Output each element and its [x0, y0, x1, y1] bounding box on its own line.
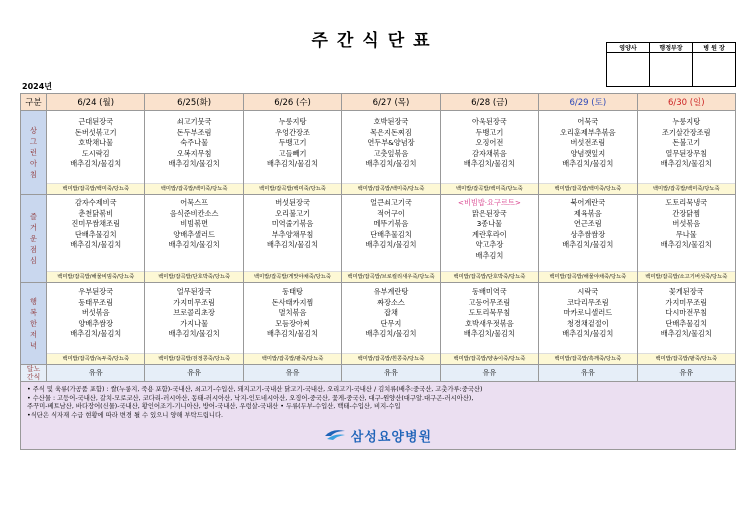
origin-line: • 주식 및 육류(가공품 포함) : 쌀(누룽지, 죽용 포함)-국내산, 쇠고기-수입산, 돼지고기-국내산 닭고기-국내산, 오리고기-국내산 / 김치류(배추:중국산, 고춧가루:중국산): [27, 386, 483, 393]
menu-item: 돈두부조림: [176, 127, 212, 137]
menu-items: [145, 195, 242, 271]
menu-item: 고춧잎볶음: [373, 148, 409, 158]
rice-porridge-note: 백미밥/잡곡밥/백미죽/당뇨죽: [47, 183, 144, 194]
menu-item: 다시마전무침: [665, 308, 708, 317]
menu-item: 아욱된장국: [472, 117, 507, 126]
menu-item: 고등어무조림: [468, 297, 511, 307]
origin-line: • 수산물 : 고등어-국내산, 갈치-모로코산, 코다리-러시아산, 동태-러시아산, 낙지-인도네시아산, 오징어-중국산, 꽃게-중국산, 대구-원양산(대구알.대구곤-러시아산),: [27, 394, 474, 402]
menu-item: 계란후라이: [472, 229, 507, 239]
menu-item: 호박된장국: [373, 117, 409, 126]
menu-item: 호박새우젓볶음: [465, 318, 514, 328]
day-header: 6/25(화): [145, 94, 243, 111]
menu-item: 돈버섯볶고기: [74, 127, 117, 137]
hospital-logo-icon: [324, 429, 351, 445]
footer-row: [21, 382, 736, 450]
rice-porridge-note: 백미밥/잡곡밥/소고기버섯죽/당뇨죽: [638, 271, 735, 282]
menu-item: 도토리묵냉국: [665, 198, 708, 207]
menu-item: 간장닭찜: [672, 208, 701, 218]
menu-item: 배추김치/물김치: [70, 329, 122, 338]
menu-item: 배추김치/물김치: [365, 329, 417, 338]
snack-row: [21, 365, 736, 382]
menu-item: 부추양채무침: [271, 229, 314, 239]
menu-item: 오복지무침: [176, 148, 212, 158]
special-menu-label: <비빔밥·요구르트>: [457, 198, 521, 207]
rice-porridge-note: 백미밥/잡곡밥/백미죽/당뇨죽: [342, 183, 439, 194]
menu-item: 얼무된장국: [176, 287, 212, 296]
menu-cell: [342, 283, 440, 365]
menu-item: 배추김치/물김치: [463, 159, 515, 168]
menu-item: 꽃게된장국: [668, 287, 704, 296]
menu-item: 감자수제비국: [74, 198, 117, 207]
menu-item: 누룽지탕: [672, 117, 701, 126]
menu-item: 배추김치/물김치: [365, 240, 417, 249]
meal-label-dinner: 행 복 한 저 녁: [21, 283, 47, 365]
menu-cell: [637, 195, 735, 283]
rice-porridge-note: 백미밥/잡곡밥/해물비빔죽/당뇨죽: [47, 271, 144, 282]
menu-item: 버섯볶음: [672, 219, 701, 228]
snack-cell: 유유: [342, 365, 440, 382]
day-header: 6/30 (일): [637, 94, 735, 111]
menu-item: 미역줄기볶음: [271, 219, 314, 228]
menu-item: 배추김치/물김치: [562, 159, 614, 168]
menu-item: 배추김치/물김치: [267, 240, 319, 249]
day-header: 6/27 (목): [342, 94, 440, 111]
menu-item: 어묵국: [577, 117, 599, 126]
menu-item: 배추김치/물김치: [660, 329, 712, 338]
menu-items: [441, 195, 538, 271]
rice-porridge-note: 백미밥/잡곡밥/백미죽/당뇨죽: [244, 183, 341, 194]
menu-cell: [637, 283, 735, 365]
rice-porridge-note: 백미밥/잡곡밥/게맛야채죽/당뇨죽: [244, 271, 341, 282]
rice-porridge-note: 백미밥/잡곡밥/단호박죽/당뇨죽: [441, 271, 538, 282]
menu-cell: [440, 195, 538, 283]
menu-item: 도토리묵무침: [468, 308, 511, 317]
menu-item: 우부된장국: [78, 287, 114, 296]
rice-porridge-note: 백미밥/잡곡밥/팥죽/당뇨죽: [244, 353, 341, 364]
menu-item: 배추김치/물김치: [70, 240, 122, 249]
menu-item: 호박채나물: [78, 138, 114, 147]
rice-porridge-note: 백미밥/잡곡밥/백미죽/당뇨죽: [539, 183, 636, 194]
menu-item: 두뱅고기: [278, 138, 307, 147]
menu-item: 브로콜리초장: [173, 308, 215, 317]
menu-items: [145, 111, 242, 183]
approval-sign-admin: [650, 53, 693, 87]
day-header: 6/28 (금): [440, 94, 538, 111]
menu-item: 배추김치/물김치: [168, 329, 220, 338]
rice-porridge-note: 백미밥/잡곡밥/검정콩죽/당뇨죽: [145, 353, 242, 364]
weekly-menu-table: [20, 93, 736, 450]
menu-cell: [145, 111, 243, 195]
hospital-name: 삼성요양병원: [350, 430, 433, 446]
menu-item: 단배추물김치: [74, 229, 117, 239]
day-header: 6/26 (수): [243, 94, 341, 111]
menu-item: 배추김치/물김치: [70, 159, 122, 168]
menu-item: 버섯전조림: [570, 138, 606, 147]
approval-header-dietitian: 영양사: [607, 43, 650, 53]
menu-item: 코다리무조림: [566, 297, 609, 307]
menu-item: 동태탕: [282, 287, 303, 296]
menu-item: 유부계란탕: [373, 287, 409, 296]
menu-item: 진미무쌈채조림: [71, 219, 121, 228]
menu-item: 연두부&양념장: [367, 138, 415, 147]
menu-item: 목은지돈찌짐: [370, 127, 412, 137]
menu-item: 오리불고기: [275, 208, 310, 218]
menu-item: 돈불고기: [672, 138, 701, 147]
menu-items: [638, 283, 735, 353]
origin-notice: [21, 382, 736, 450]
origin-line: 주꾸미-베트남산, 바다장어(신물)-국내산, 황인어조기-기니아산, 방어-국내산, 우렁살-국내산 • 두류(두부-수입산, 백태-수입산, 비지-수입: [27, 403, 401, 411]
menu-item: 북어계란국: [570, 198, 606, 207]
menu-item: 누룽지탕: [278, 117, 307, 126]
menu-cell: [243, 111, 341, 195]
lunch-row: [21, 195, 736, 283]
menu-item: 음식준비칸소스: [169, 208, 219, 218]
snack-cell: 유유: [145, 365, 243, 382]
menu-items: [47, 111, 144, 183]
rice-porridge-note: 백미밥/잡곡밥/백미죽/당뇨죽: [441, 183, 538, 194]
day-header: 6/29 (토): [539, 94, 637, 111]
meal-label-lunch: 즐 거 운 점 심: [21, 195, 47, 283]
meal-label-snack: 달노 간식: [21, 365, 47, 382]
snack-cell: 유유: [243, 365, 341, 382]
menu-item: 배추김치/물김치: [168, 240, 220, 249]
menu-item: 동배미역국: [472, 287, 507, 296]
menu-item: 근대된장국: [78, 117, 114, 126]
rice-porridge-note: 백미밥/잡곡밥/해물야채죽/당뇨죽: [539, 271, 636, 282]
menu-item: 짜장소스: [377, 297, 405, 307]
menu-cell: [539, 195, 637, 283]
menu-item: 어묵스프: [180, 198, 209, 207]
header-label: 구분: [21, 94, 47, 111]
menu-item: 조기살간장조림: [661, 127, 711, 137]
menu-item: 배추김치/물김치: [267, 159, 319, 168]
menu-item: 가지나물: [180, 318, 209, 328]
rice-porridge-note: 백미밥/잡곡밥/팥죽/당뇨죽: [638, 353, 735, 364]
menu-cell: [539, 283, 637, 365]
menu-item: 배추김치/물김치: [168, 159, 220, 168]
rice-porridge-note: 백미밥/잡곡밥/흑깨죽/당뇨죽: [539, 353, 636, 364]
menu-cell: [342, 111, 440, 195]
menu-items: [342, 111, 439, 183]
menu-item: 멸치볶음: [278, 308, 307, 317]
menu-item: 숙주나물: [180, 138, 209, 147]
menu-cell: [539, 111, 637, 195]
menu-item: 배추김치: [475, 250, 504, 260]
hospital-logo: [27, 427, 729, 445]
menu-items: [539, 195, 636, 271]
menu-items: [638, 195, 735, 271]
rice-porridge-note: 백미밥/잡곡밥/브로컬리새우죽/당뇨죽: [342, 271, 439, 282]
menu-items: [244, 195, 341, 271]
rice-porridge-note: 백미밥/잡곡밥/녹두죽/당뇨죽: [47, 353, 144, 364]
menu-item: 두뱅고기: [475, 127, 504, 137]
menu-item: 청경채겉절이: [566, 318, 609, 328]
day-header: 6/24 (월): [47, 94, 145, 111]
rice-porridge-note: 백미밥/잡곡밥/백미죽/당뇨죽: [145, 183, 242, 194]
menu-item: 배추김치/물김치: [562, 329, 614, 338]
menu-item: 가지미무조림: [665, 297, 708, 307]
menu-item: 우엉간장조: [275, 127, 310, 137]
menu-item: 모듬장아찌: [275, 318, 310, 328]
menu-item: 적어구이: [377, 208, 405, 218]
rice-porridge-note: 백미밥/잡곡밥/단호박죽/당뇨죽: [145, 271, 242, 282]
approval-box: [606, 42, 736, 87]
approval-header-director: 병 원 장: [693, 43, 736, 53]
menu-item: 무나물: [675, 229, 697, 239]
dinner-row: [21, 283, 736, 365]
menu-items: [441, 283, 538, 353]
menu-items: [244, 283, 341, 353]
rice-porridge-note: 백미밥/잡곡밥/흰콩죽/당뇨죽: [342, 353, 439, 364]
menu-item: 오징어전: [475, 138, 504, 147]
menu-cell: [47, 283, 145, 365]
menu-item: 연근조림: [573, 219, 602, 228]
approval-header-admin: 행정부장: [650, 43, 693, 53]
menu-items: [441, 111, 538, 183]
menu-items: [47, 283, 144, 353]
menu-item: 배추김치/물김치: [365, 159, 417, 168]
menu-item: 약고추장: [475, 240, 504, 249]
menu-item: 버섯된장국: [275, 198, 310, 207]
snack-cell: 유유: [637, 365, 735, 382]
menu-item: 시락국: [577, 287, 599, 296]
approval-sign-dietitian: [607, 53, 650, 87]
page-title: 주간식단표: [311, 31, 439, 51]
menu-item: 맑은된장국: [472, 208, 507, 218]
menu-item: 양념깻잎지: [570, 148, 606, 158]
menu-item: 배추김치/물김치: [463, 329, 515, 338]
menu-cell: [342, 195, 440, 283]
menu-item: 가지미무조림: [173, 297, 215, 307]
menu-item: 양배추쌈장: [78, 318, 114, 328]
menu-item: 양배추샐러드: [173, 229, 215, 239]
menu-item: 단배추물김치: [370, 229, 412, 239]
menu-item: 동태무조림: [78, 297, 114, 307]
menu-items: [47, 195, 144, 271]
menu-item: 단배추물김치: [665, 318, 708, 328]
menu-item: 잡채: [384, 308, 398, 317]
menu-item: 제육볶음: [573, 208, 602, 218]
snack-cell: 유유: [47, 365, 145, 382]
header-row: [21, 94, 736, 111]
menu-cell: [243, 195, 341, 283]
origin-line: •식단은 식자재 수급 현황에 따라 변경 될 수 있으니 양해 부탁드립니다.: [27, 411, 224, 419]
menu-item: 춘천닭볶비: [78, 208, 114, 218]
menu-item: 배추김치/물김치: [562, 240, 614, 249]
meal-label-breakfast: 상 그 런 아 침: [21, 111, 47, 195]
menu-items: [342, 283, 439, 353]
menu-item: 얼큰쇠고기국: [370, 198, 412, 207]
menu-cell: [145, 283, 243, 365]
menu-item: 버섯볶음: [81, 308, 110, 317]
menu-item: 배추김치/물김치: [660, 159, 712, 168]
menu-item: 메뚜기볶음: [373, 219, 409, 228]
year-label: 2024년: [22, 82, 52, 91]
menu-item: 열무된장무침: [665, 148, 708, 158]
menu-items: [638, 111, 735, 183]
menu-cell: [440, 111, 538, 195]
snack-cell: 유유: [440, 365, 538, 382]
rice-porridge-note: 백미밥/잡곡밥/백미죽/당뇨죽: [638, 183, 735, 194]
menu-item: 단무지: [380, 318, 402, 328]
snack-cell: 유유: [539, 365, 637, 382]
menu-item: 배추김치/물김치: [267, 329, 319, 338]
menu-cell: [637, 111, 735, 195]
breakfast-row: [21, 111, 736, 195]
menu-items: [539, 111, 636, 183]
menu-item: 고들빼기: [278, 148, 307, 158]
menu-item: 도시락김: [81, 148, 110, 158]
menu-item: 3종나물: [476, 219, 503, 228]
menu-item: 쇠고기뭇국: [176, 117, 212, 126]
menu-item: 비빔볶면: [180, 219, 209, 228]
rice-porridge-note: 백미밥/잡곡밥/양송이죽/당뇨죽: [441, 353, 538, 364]
approval-sign-director: [693, 53, 736, 87]
menu-cell: [145, 195, 243, 283]
menu-cell: [47, 195, 145, 283]
menu-cell: [47, 111, 145, 195]
menu-item: 배추김치/물김치: [660, 240, 712, 249]
menu-cell: [243, 283, 341, 365]
menu-cell: [440, 283, 538, 365]
menu-item: 오리훈제부추볶음: [560, 127, 616, 137]
menu-item: 상추쌈쌈장: [570, 229, 606, 239]
menu-item: 돈사태카지찜: [271, 297, 314, 307]
menu-items: [145, 283, 242, 353]
menu-item: 마카로니샐러드: [563, 308, 613, 317]
menu-items: [342, 195, 439, 271]
menu-item: 감자채볶음: [472, 148, 507, 158]
menu-items: [244, 111, 341, 183]
menu-items: [539, 283, 636, 353]
